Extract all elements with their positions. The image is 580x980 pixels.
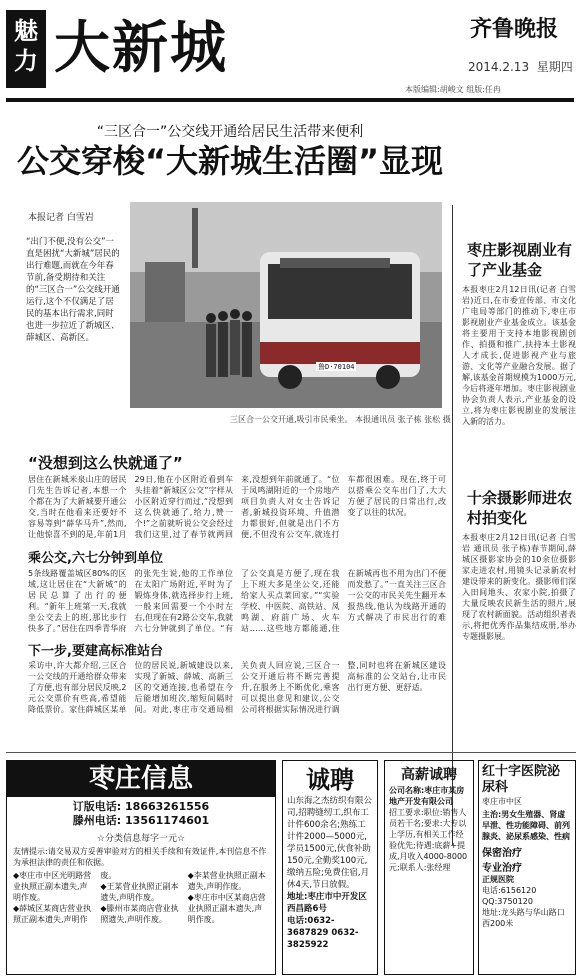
- hospital-name: 红十字医院泌尿科: [482, 764, 561, 795]
- ads-divider: [6, 752, 576, 753]
- hire-ad-phone: 电话:0632-3687829 0632-3825922: [287, 916, 359, 950]
- hire-ad-title: 诚聘: [306, 766, 354, 794]
- story-headline: 公交穿梭“大新城生活圈”显现: [16, 142, 444, 180]
- photo-caption: 三区合一公交开通,吸引市民乘坐。 本报通讯员 张子栋 张松 摄: [230, 415, 451, 424]
- story-kicker: “三区合一”公交线开通给居民生活带来便利: [96, 124, 364, 140]
- subhead-1: 乘公交,六七分钟到单位: [28, 551, 163, 566]
- side-story-1-title: 枣庄影视剧业有了产业基金: [467, 241, 573, 279]
- hospital-phone: 电话:6156120 QQ:3750120: [482, 886, 537, 906]
- info-ad-phone-1: 订版电话: 18663261556: [72, 800, 210, 813]
- story-byline: 本报记者 白雪岩: [28, 213, 94, 223]
- story-para-1: 居住在新城米泉山庄的居民门先生告诉记者,本想一个个都在为了大新城要开通公交,当时在他看来还要好不容易等到“薛华马升”,然而,让他惊喜不到的是,年前1月29日,他在小区附近看到车头挂着“新城区公交”字样从小区附近穿行而过,“没想到这么快就通了,给力,赞一个!”之前就听说公交会经过我们这里,过了春节就两回来,没想到年前就通了。“位于凤鸣湖附近的一个房地产项目负责人对女士告诉记者,新城投资环境、升值潜力都很好,但就是出门不方便,不但没有公交车,就连打车都很困难。现在,终于可以搭乘公交车出门了,大大方便了居民的日常出行,改变了以往的状况。: [28, 475, 446, 539]
- pull-quote: “没想到这么快就通了”: [28, 454, 183, 472]
- hospital-ad: [478, 760, 576, 975]
- editor-credit: 本版编辑:胡峻文 组版:任冉: [405, 85, 501, 94]
- info-ad-item: ◆王某营业执照正副本遗失,声明作废。: [100, 882, 179, 902]
- hospital-slogan-1: 保密治疗: [482, 848, 522, 859]
- side-story-1-text: 本报枣庄2月12日讯(记者 白雪岩)近日,在市委宣传部、市文化广电局等部门的推动下,枣庄市影视剧业产业基金成立。该基金将主要用于支持本地影视剧创作、拍摄和推广,扶持本土影视人才成长,促进影视产业与旅游、文化等产业融合发展。据了解,该基金首期规模为1000万元,今后将逐年增加。枣庄影视剧业协会负责人表示,产业基金的设立,将为枣庄影视剧业的发展注入新的活力。: [462, 285, 576, 426]
- hire-ad-text: 山东海之杰纺织有限公司,招聘缝纫工,织布工计件600余名;熟练工计件2000—5000元,学员1500元,伙食补助150元,全勤奖100元,缴纳五险;免费住宿,月休4天,节日放假。: [287, 796, 373, 890]
- info-ad-warning: 友情提示:请交易双方妥善审验对方的相关手续和有效证件,本刊信息不作为承担法律的责任和依据。: [13, 847, 267, 867]
- subhead-2: 下一步,要建高标准站台: [28, 644, 163, 659]
- info-ad: [6, 760, 276, 975]
- salary-ad-title: 高薪诚聘: [401, 767, 457, 783]
- hospital-slogan-2: 专业治疗: [482, 863, 522, 874]
- inset-quote: “出门不便,没有公交”一直是困扰“大新城”居民的出行难题,而就在今年春节前,备受期待和关注的“三区合一”公交线开通运行,这个不仅满足了居民的基本出行需求,同时也进一步拉近了新城区、薛城区、高新区。: [26, 237, 120, 343]
- salary-ad-company: 公司名称:枣庄市某房地产开发有限公司: [389, 786, 465, 806]
- hospital-type: 正规医院: [482, 875, 514, 884]
- side-story-2-title: 十余摄影师进农村拍变化: [467, 489, 573, 527]
- paper-name: 齐鲁晚报: [470, 16, 559, 42]
- info-ad-item: ◆滕州市某商店营业执照遗失,声明作废。: [100, 904, 179, 924]
- bus-plate: 鲁D·70104: [318, 363, 355, 371]
- info-ad-item: ◆枣庄市中区光明路营业执照正副本遗失,声明作废。: [13, 871, 92, 902]
- salary-ad: [384, 760, 474, 975]
- date-text: 2014.2.13: [468, 60, 530, 74]
- info-ad-phone-2: 滕州电话: 13561174601: [72, 814, 210, 827]
- salary-ad-text: 招工要求:职位:销售人员若干名;要求:大专以上学历,有相关工作经验优先;待遇:底薪+提成,月收入4000-8000元;联系人:张经理: [389, 808, 468, 872]
- info-ad-item: ◆李某营业执照正副本遗失,声明作废。: [187, 871, 266, 891]
- story-para-2: 5条线路覆盖城区80%的区域,这让居住在“大新城”的居民总算了出行的便利。“新年上班第一天,我就坐公交去上的班,那比步行快多了。”居住在四季青华府的张先生说,他的工作单位在太阳广场附近,平时为了锻炼身体,就选择步行上班,一般来回需要一个小时左右,但现在有2路公交车,我就六七分钟就到了单位。“有了公交真是方便了,现在我上下班大多是坐公交,还能给家人买点菜回家。”“实验学校、中医院、高铁站、凤鸣湖、府前广场、火车站……这些地方都能通,住在新城再也不用为出门不便而发愁了。”一直关注三区合一公交的市民关先生翻开本报热线,他认为线路开通的方式解决了市民出行的难: [28, 569, 446, 633]
- info-ad-price: ☆分类信息每字一元☆: [96, 834, 186, 844]
- weekday-text: 星期四: [536, 60, 573, 74]
- info-ad-item: ◆枣庄市中区某商店营业执照正副本遗失,声明作废。: [187, 893, 266, 924]
- column-divider: [452, 205, 453, 845]
- hospital-address: 地址:龙头路与华山路口西200米: [482, 908, 565, 928]
- section-title: 大新城: [54, 15, 228, 81]
- hospital-treatment: 主治:男女生殖器、肾虚早泄、性功能障碍、前列腺炎、泌尿系感染、性病: [482, 810, 570, 841]
- info-ad-title: 枣庄信息: [7, 761, 275, 797]
- bus-photo: [130, 202, 442, 408]
- hire-ad-address: 地址:枣庄市中开发区西昌路6号: [287, 892, 367, 914]
- info-ad-items: [7, 870, 275, 960]
- story-para-3: 采访中,许大都介绍,三区合一公交线的开通给群众带来了方便,也有部分居民反映,2元公交票价有些高,希望能降低票价。家住薛城区某单位的居民说,新城建设以来,实现了新城、薛城、高新三区的交通连接,也希望在今后能增加班次,缩短间隔时间。对此,枣庄市交通局相关负责人回应说,三区合一公交开通后将不断完善提升,在服务上不断优化,乘客可以提出意见和建议,公交公司将根据实际情况进行调整,同时也将在新城区建设高标准的公交站台,让市民出行更方便、更舒适。: [28, 661, 446, 714]
- masthead-rule: [6, 98, 574, 102]
- hospital-district: 枣庄市中区: [482, 797, 522, 806]
- hire-ad: [282, 760, 378, 975]
- issue-date: [468, 58, 573, 75]
- side-story-2-text: 本报枣庄2月12日讯(记者 白雪岩 通讯员 张子栋)春节期间,薛城区摄影家协会的10余位摄影家走进农村,用镜头记录新农村建设带来的新变化。摄影师们深入田间地头、农家小院,拍摄了大量反映农民新生活的照片,展现了农村新面貌。活动组织者表示,将把优秀作品集结成册,举办专题摄影展。: [462, 533, 576, 641]
- section-badge: 魅力: [6, 10, 46, 88]
- bus-illustration: [130, 202, 442, 408]
- info-ad-item: ◆薛城区某商店营业执照正副本遗失,声明作废。: [13, 871, 117, 924]
